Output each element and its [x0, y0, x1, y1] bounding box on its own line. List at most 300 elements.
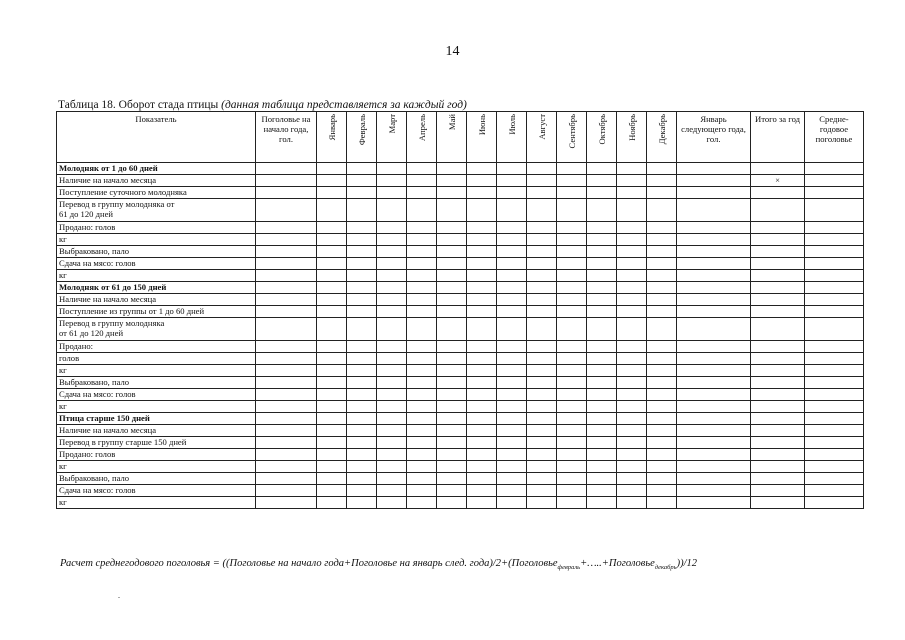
table-cell: [751, 389, 805, 401]
table-cell: [587, 353, 617, 365]
table-cell: [377, 449, 407, 461]
table-cell: [677, 294, 751, 306]
table-cell: [677, 234, 751, 246]
header-next-january: Январь следующего года, гол.: [677, 112, 751, 163]
table-cell: [467, 461, 497, 473]
table-cell: [407, 318, 437, 341]
table-row: [57, 270, 864, 282]
table-row: [57, 485, 864, 497]
table-row: [57, 341, 864, 353]
table-row: [57, 437, 864, 449]
table-cell: [497, 246, 527, 258]
row-label: кг: [57, 365, 256, 377]
table-cell: [407, 389, 437, 401]
scan-speck: [118, 597, 120, 598]
table-cell: [805, 199, 864, 222]
table-cell: [647, 246, 677, 258]
table-cell: [527, 234, 557, 246]
table-cell: [437, 258, 467, 270]
table-cell: [377, 175, 407, 187]
table-cell: [527, 353, 557, 365]
table-cell: [805, 473, 864, 485]
table-cell: [587, 377, 617, 389]
table-cell: [256, 353, 317, 365]
table-cell: [587, 306, 617, 318]
table-cell: [527, 175, 557, 187]
table-cell: [437, 497, 467, 509]
table-cell: [557, 377, 587, 389]
table-cell: [377, 497, 407, 509]
table-cell: [647, 294, 677, 306]
table-row: [57, 294, 864, 306]
section-heading: [57, 413, 864, 425]
table-cell: [805, 353, 864, 365]
table-cell: [647, 461, 677, 473]
table-cell: [347, 306, 377, 318]
table-cell: [557, 473, 587, 485]
table-cell: [467, 270, 497, 282]
table-cell: [497, 473, 527, 485]
table-row: [57, 449, 864, 461]
table-cell: [587, 389, 617, 401]
table-cell: [527, 485, 557, 497]
table-cell: [467, 246, 497, 258]
table-cell: [587, 341, 617, 353]
table-cell: [256, 341, 317, 353]
table-cell: [347, 163, 377, 175]
table-cell: [557, 282, 587, 294]
table-cell: [467, 485, 497, 497]
table-cell: [407, 401, 437, 413]
table-cell: [377, 341, 407, 353]
table-cell: [617, 461, 647, 473]
row-label: кг: [57, 270, 256, 282]
table-cell: [497, 199, 527, 222]
table-cell: [617, 353, 647, 365]
table-cell: [751, 365, 805, 377]
table-cell: [527, 461, 557, 473]
table-cell: [256, 199, 317, 222]
table-cell: [437, 449, 467, 461]
table-cell: [805, 222, 864, 234]
table-cell: [467, 425, 497, 437]
table-cell: [407, 187, 437, 199]
table-cell: [377, 413, 407, 425]
header-month: Апрель: [407, 112, 437, 163]
table-cell: [751, 437, 805, 449]
table-cell: [617, 473, 647, 485]
table-cell: [497, 294, 527, 306]
table-cell: [617, 175, 647, 187]
table-row: [57, 461, 864, 473]
table-cell: [805, 282, 864, 294]
table-cell: [557, 365, 587, 377]
table-cell: [751, 353, 805, 365]
table-cell: [377, 306, 407, 318]
table-cell: [256, 389, 317, 401]
table-cell: [647, 425, 677, 437]
table-cell: [497, 234, 527, 246]
table-cell: [377, 353, 407, 365]
table-cell: [407, 449, 437, 461]
table-cell: [437, 365, 467, 377]
header-month: Октябрь: [587, 112, 617, 163]
table-cell: [751, 306, 805, 318]
table-cell: [527, 341, 557, 353]
table-cell: [347, 425, 377, 437]
header-indicator: Показатель: [57, 112, 256, 163]
table-cell: [805, 341, 864, 353]
table-cell: [407, 377, 437, 389]
table-cell: [407, 425, 437, 437]
table-cell: [557, 341, 587, 353]
table-cell: [751, 199, 805, 222]
table-cell: [317, 425, 347, 437]
table-cell: [407, 294, 437, 306]
table-cell: [647, 353, 677, 365]
table-cell: [347, 341, 377, 353]
table-cell: [467, 341, 497, 353]
table-cell: [587, 413, 617, 425]
table-cell: [256, 175, 317, 187]
table-cell: [497, 270, 527, 282]
table-cell: [751, 222, 805, 234]
table-row: [57, 222, 864, 234]
table-cell: [407, 258, 437, 270]
table-cell: [557, 187, 587, 199]
table-cell: [527, 222, 557, 234]
table-cell: [677, 377, 751, 389]
table-cell: [317, 270, 347, 282]
table-cell: [317, 497, 347, 509]
table-cell: [647, 258, 677, 270]
table-cell: [647, 282, 677, 294]
table-cell: [617, 485, 647, 497]
table-cell: [347, 449, 377, 461]
table-cell: [377, 318, 407, 341]
table-cell: [317, 485, 347, 497]
header-row: [57, 112, 864, 163]
header-month: Июль: [497, 112, 527, 163]
table-cell: [527, 449, 557, 461]
header-month: Июнь: [467, 112, 497, 163]
table-cell: [407, 282, 437, 294]
row-label: Наличие на начало месяца: [57, 425, 256, 437]
table-cell: [256, 425, 317, 437]
table-cell: [647, 473, 677, 485]
table-row: [57, 318, 864, 341]
table-cell: [587, 246, 617, 258]
table-cell: [317, 353, 347, 365]
caption-main: Таблица 18. Оборот стада птицы: [58, 99, 222, 111]
table-cell: [677, 401, 751, 413]
table-cell: [256, 413, 317, 425]
table-cell: [677, 270, 751, 282]
table-cell: [677, 222, 751, 234]
table-cell: [647, 449, 677, 461]
table-cell: [677, 246, 751, 258]
table-cell: [557, 437, 587, 449]
table-cell: [647, 175, 677, 187]
table-cell: [751, 318, 805, 341]
table-cell: [497, 413, 527, 425]
table-cell: [587, 437, 617, 449]
table-cell: [407, 199, 437, 222]
table-cell: [497, 449, 527, 461]
table-cell: [377, 270, 407, 282]
table-cell: [407, 485, 437, 497]
row-label: Продано: голов: [57, 222, 256, 234]
table-cell: [497, 163, 527, 175]
table-cell: [317, 306, 347, 318]
row-label: Сдача на мясо: голов: [57, 389, 256, 401]
table-cell: [497, 497, 527, 509]
table-cell: [617, 449, 647, 461]
table-cell: [587, 294, 617, 306]
table-cell: [557, 425, 587, 437]
table-row: [57, 377, 864, 389]
table-cell: [377, 377, 407, 389]
table-cell: [677, 258, 751, 270]
table-cell: [617, 306, 647, 318]
table-cell: [617, 246, 647, 258]
table-cell: [805, 258, 864, 270]
row-label: Продано: голов: [57, 449, 256, 461]
table-cell: [317, 341, 347, 353]
table-cell: [407, 413, 437, 425]
table-cell: [377, 294, 407, 306]
table-cell: [347, 485, 377, 497]
table-cell: [805, 449, 864, 461]
header-total: Итого за год: [751, 112, 805, 163]
table-cell: [527, 497, 557, 509]
table-cell: [751, 258, 805, 270]
table-cell: [617, 413, 647, 425]
table-cell: [677, 461, 751, 473]
table-cell: [677, 175, 751, 187]
table-cell: [437, 234, 467, 246]
table-cell: [751, 485, 805, 497]
formula-note: Расчет среднегодового поголовья = ((Поголовье на начало года+Поголовье на январь след. года)/2+(Поголовье$_{февраль}$+…..+Поголовье$_{декабрь}$))/12: [60, 558, 698, 572]
table-cell: [751, 163, 805, 175]
section-heading: [57, 282, 864, 294]
table-row: [57, 389, 864, 401]
row-label: кг: [57, 234, 256, 246]
table-row: [57, 497, 864, 509]
table-cell: [497, 353, 527, 365]
table-cell: [256, 222, 317, 234]
table-cell: [527, 473, 557, 485]
table-cell: [317, 282, 347, 294]
table-row: [57, 473, 864, 485]
table-cell: [407, 437, 437, 449]
table-cell: [437, 187, 467, 199]
table-cell: [617, 163, 647, 175]
table-cell: [527, 282, 557, 294]
table-cell: [377, 401, 407, 413]
table-cell: [437, 473, 467, 485]
table-cell: [347, 175, 377, 187]
table-cell: [317, 449, 347, 461]
table-cell: [437, 175, 467, 187]
table-cell: [805, 270, 864, 282]
table-cell: [617, 318, 647, 341]
table-row: [57, 234, 864, 246]
table-cell: [347, 199, 377, 222]
table-cell: [751, 473, 805, 485]
table-cell: [587, 473, 617, 485]
table-cell: [677, 353, 751, 365]
table-cell: [467, 449, 497, 461]
table-cell: [677, 497, 751, 509]
table-row: [57, 246, 864, 258]
header-month: Август: [527, 112, 557, 163]
table-cell: [805, 187, 864, 199]
table-cell: [677, 413, 751, 425]
section-heading: [57, 163, 864, 175]
table-cell: [805, 413, 864, 425]
table-cell: [557, 234, 587, 246]
table-cell: [557, 222, 587, 234]
table-cell: [587, 199, 617, 222]
table-cell: [347, 187, 377, 199]
table-cell: [751, 401, 805, 413]
table-cell: [317, 461, 347, 473]
table-cell: [256, 258, 317, 270]
table-cell: [617, 222, 647, 234]
table-cell: [407, 473, 437, 485]
table-cell: [347, 497, 377, 509]
table-cell: [467, 234, 497, 246]
table-cell: [437, 246, 467, 258]
table-cell: [647, 485, 677, 497]
row-label: Молодняк от 61 до 150 дней: [57, 282, 256, 294]
table-cell: [437, 282, 467, 294]
table-cell: [647, 497, 677, 509]
table-cell: [256, 187, 317, 199]
table-cell: [751, 246, 805, 258]
table-cell: [256, 473, 317, 485]
table-row: [57, 258, 864, 270]
table-cell: [805, 246, 864, 258]
table-cell: [256, 318, 317, 341]
table-cell: [467, 306, 497, 318]
row-label: Перевод в группу старше 150 дней: [57, 437, 256, 449]
table-cell: [377, 389, 407, 401]
table-cell: [647, 187, 677, 199]
table-cell: [617, 425, 647, 437]
table-cell: [805, 461, 864, 473]
table-cell: [677, 449, 751, 461]
table-cell: [317, 437, 347, 449]
table-cell: [751, 449, 805, 461]
table-cell: [407, 222, 437, 234]
table-cell: [647, 199, 677, 222]
table-cell: [347, 377, 377, 389]
table-cell: [317, 222, 347, 234]
table-cell: [587, 234, 617, 246]
table-cell: [805, 234, 864, 246]
table-cell: [497, 425, 527, 437]
table-cell: [347, 270, 377, 282]
table-cell: [437, 437, 467, 449]
table-cell: [587, 497, 617, 509]
table-cell: [256, 449, 317, 461]
row-label: Наличие на начало месяца: [57, 175, 256, 187]
table-cell: [467, 473, 497, 485]
table-cell: [557, 401, 587, 413]
table-cell: [497, 222, 527, 234]
table-cell: [587, 485, 617, 497]
table-cell: [437, 401, 467, 413]
table-cell: [377, 365, 407, 377]
table-cell: [527, 318, 557, 341]
table-cell: [587, 318, 617, 341]
table-cell: [617, 270, 647, 282]
header-month: Декабрь: [647, 112, 677, 163]
table-caption: [58, 99, 467, 111]
table-cell: [497, 318, 527, 341]
table-cell: [347, 246, 377, 258]
table-cell: [497, 461, 527, 473]
table-cell: [557, 163, 587, 175]
table-cell: [617, 365, 647, 377]
table-cell: [467, 163, 497, 175]
row-label: Поступление из группы от 1 до 60 дней: [57, 306, 256, 318]
table-cell: [617, 294, 647, 306]
table-cell: [377, 246, 407, 258]
table-cell: [587, 163, 617, 175]
table-cell: [407, 175, 437, 187]
table-cell: [437, 318, 467, 341]
table-cell: [647, 389, 677, 401]
header-month: Ноябрь: [617, 112, 647, 163]
table-cell: [587, 222, 617, 234]
table-cell: [377, 461, 407, 473]
row-label: кг: [57, 401, 256, 413]
table-cell: [347, 461, 377, 473]
table-cell: [497, 365, 527, 377]
table-cell: [317, 199, 347, 222]
table-cell: [437, 389, 467, 401]
table-cell: [677, 306, 751, 318]
table-cell: [437, 341, 467, 353]
table-cell: [407, 163, 437, 175]
table-cell: [497, 306, 527, 318]
table-cell: [805, 425, 864, 437]
table-cell: [437, 485, 467, 497]
row-label: Сдача на мясо: голов: [57, 258, 256, 270]
table-cell: [617, 401, 647, 413]
table-cell: [256, 234, 317, 246]
table-cell: [497, 389, 527, 401]
table-cell: [317, 318, 347, 341]
table-cell: [527, 246, 557, 258]
table-cell: [497, 282, 527, 294]
table-cell: [256, 401, 317, 413]
table-cell: [617, 187, 647, 199]
row-label: Выбраковано, пало: [57, 377, 256, 389]
table-cell: [647, 401, 677, 413]
table-cell: [557, 306, 587, 318]
table-row: [57, 199, 864, 222]
table-cell: [347, 473, 377, 485]
header-month: Март: [377, 112, 407, 163]
row-label: кг: [57, 497, 256, 509]
table-cell: [437, 306, 467, 318]
table-cell: [557, 497, 587, 509]
table-cell: [527, 163, 557, 175]
